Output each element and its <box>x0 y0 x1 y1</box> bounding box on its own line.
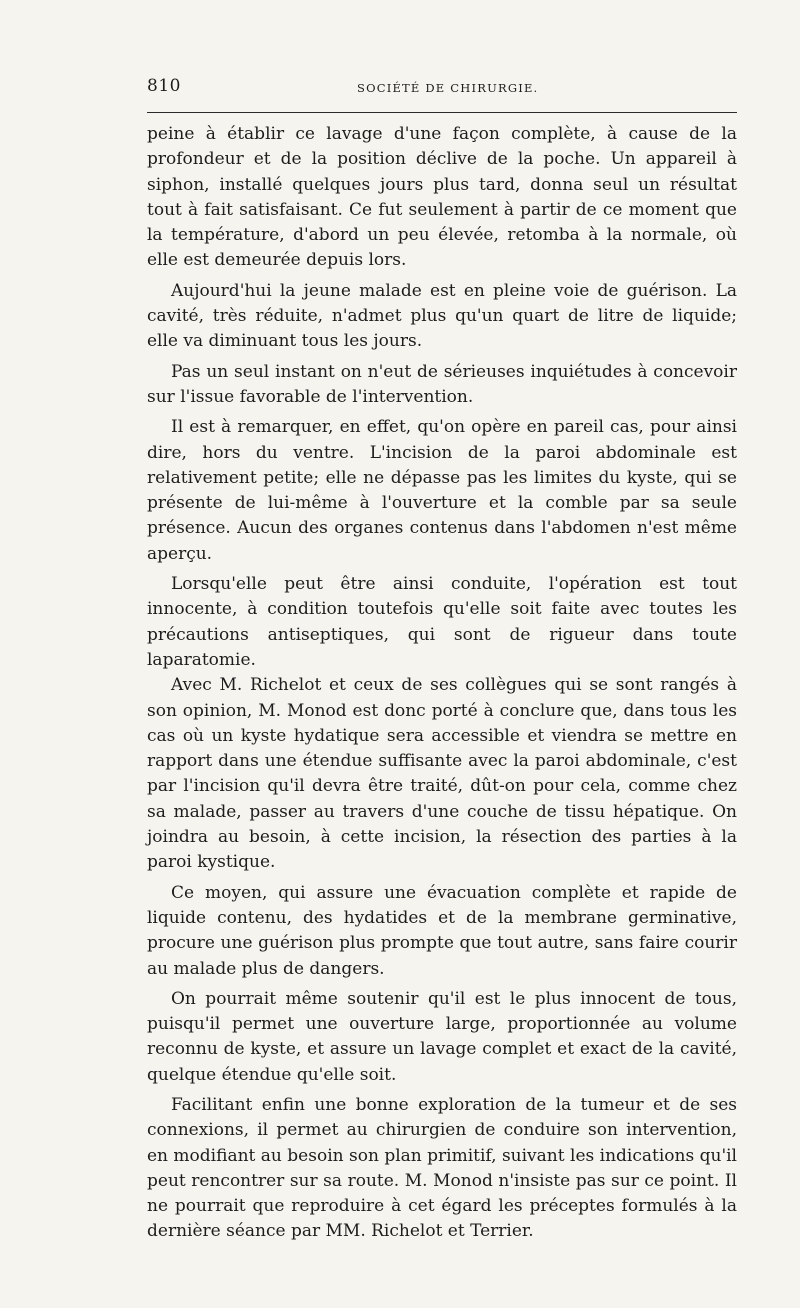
page-header <box>147 76 737 100</box>
paragraph: Ce moyen, qui assure une évacuation complète et rapide de liquide contenu, des hydatides et de la membrane germinative, procure une guérison plus prompte que tout autre, sans faire courir au malade plus de dangers. <box>147 882 737 979</box>
paragraph: Lorsqu'elle peut être ainsi conduite, l'opération est tout innocente, à condition toutefois qu'elle soit faite avec toutes les précautions antiseptiques, qui sont de rigueur dans toute laparatomie. <box>147 574 737 670</box>
paragraph: Facilitant enfin une bonne exploration de la tumeur et de ses connexions, il permet au chirurgien de conduire son intervention, en modifiant au besoin son plan primitif, suivant les indications qu'il peut rencontrer sur sa route. M. Monod n'insiste pas sur ce point. Il ne pourrait que reproduire à cet égard les préceptes formulés à la dernière séance par MM. Richelot et Terrier. <box>147 1094 737 1242</box>
body-text <box>147 122 737 1245</box>
paragraph: Il est à remarquer, en effet, qu'on opère en pareil cas, pour ainsi dire, hors du ventre. L'incision de la paroi abdominale est relativement petite; elle ne dépasse pas les limites du kyste, qui se présente de lui-même à l'ouverture et la comble par sa seule présence. Aucun des organes contenus dans l'abdomen n'est même aperçu. <box>147 417 737 564</box>
paragraph: Aujourd'hui la jeune malade est en pleine voie de guérison. La cavité, très réduite, n'admet plus qu'un quart de litre de liquide; elle va diminuant tous les jours. <box>147 280 737 352</box>
paragraph-continued: peine à établir ce lavage d'une façon complète, à cause de la profondeur et de la position déclive de la poche. Un appareil à siphon, installé quelques jours plus tard, donna seul un résultat tout à fait satisfaisant. Ce fut seulement à partir de ce moment que la température, d'abord un peu élevée, retomba à la normale, où elle est demeurée depuis lors. <box>147 124 737 271</box>
paragraph: Pas un seul instant on n'eut de sérieuses inquiétudes à concevoir sur l'issue favorable de l'intervention. <box>147 361 737 407</box>
paragraph: Avec M. Richelot et ceux de ses collègues qui se sont rangés à son opinion, M. Monod est donc porté à conclure que, dans tous les cas où un kyste hydatique sera accessible et viendra se mettre en rapport dans une étendue suffisante avec la paroi abdominale, c'est par l'incision qu'il devra être traité, dût-on pour cela, comme chez sa malade, passer au travers d'une couche de tissu hépatique. On joindra au besoin, à cette incision, la résection des parties à la paroi kystique. <box>147 675 737 873</box>
page-number: 810 <box>147 76 181 96</box>
header-rule <box>147 112 737 113</box>
running-title: SOCIÉTÉ DE CHIRURGIE. <box>357 81 539 95</box>
paragraph: On pourrait même soutenir qu'il est le plus innocent de tous, puisqu'il permet une ouverture large, proportionnée au volume reconnu de kyste, et assure un lavage complet et exact de la cavité, quelque étendue qu'elle soit. <box>147 988 737 1085</box>
